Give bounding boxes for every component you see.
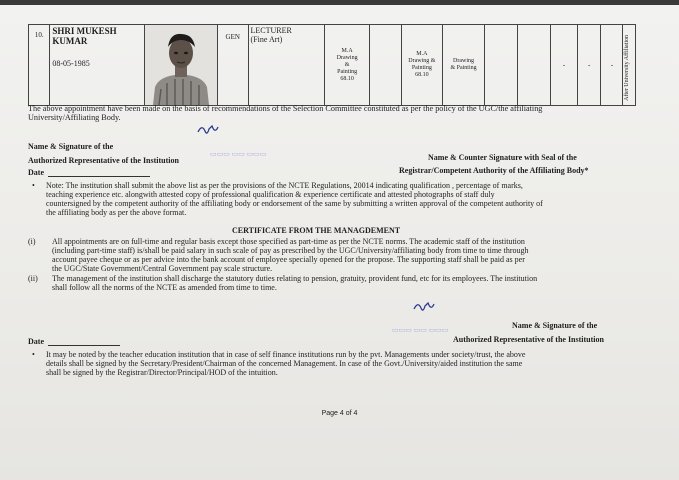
bullet-icon: • <box>32 350 35 359</box>
name-cell <box>50 25 145 106</box>
item-ii-line2: shall follow all the norms of the NCTE as amended from time to time. <box>52 283 277 292</box>
empty-cell <box>370 25 401 106</box>
note-line2: teaching experience etc. alongwith attested copy of professional qualification & experience certificate and attested photographs of staff duly <box>46 190 495 199</box>
mgmt-date-underline <box>48 345 120 346</box>
dash-cell-3: - <box>601 25 623 106</box>
category-cell: GEN <box>217 25 248 106</box>
mgmt-date-label: Date <box>28 337 44 346</box>
appointment-note-line1: The above appointment have been made on the basis of recommendations of the Selection Committee constituted as per the policy of the UGC/the affiliating <box>28 104 543 113</box>
empty-cell <box>484 25 517 106</box>
scan-top-edge <box>0 0 679 5</box>
certificate-heading: CERTIFICATE FROM THE MANAGDEMENT <box>232 226 401 235</box>
closing-line3: shall be signed by the Registrar/Director/Principal/HOD of the intuition. <box>46 368 278 377</box>
q1-line2: Drawing <box>336 54 358 61</box>
q2-line3: Painting <box>411 65 432 71</box>
note-line3: countersigned by the competent authority of the affiliating body or endorsement of the same by submitting a written approval of the competent authority of <box>46 199 543 208</box>
q1-line3: & <box>344 61 350 68</box>
subject-line1: Drawing <box>453 58 475 64</box>
item-i-line3: account payee cheque or as per advice into the bank account of employee specially opened for the propose. The supporting staff shall be paid as per <box>52 255 525 264</box>
item-ii-marker: (ii) <box>28 274 38 283</box>
q2-line2: Drawing & <box>408 58 436 64</box>
date-label: Date <box>28 168 44 177</box>
q2-line1: M.A <box>416 51 428 57</box>
right-signature-line1: Name & Counter Signature with Seal of the <box>428 153 577 162</box>
table-row <box>29 25 636 106</box>
mgmt-signature-line2: Authorized Representative of the Institution <box>453 335 604 344</box>
note-line1: Note: The institution shall submit the above list as per the provisions of the NCTE Regulations, 20014 indicating qualification , percentage of marks, <box>46 181 523 190</box>
note-line4: the affiliating body as per the above format. <box>46 208 187 217</box>
left-signature-line1: Name & Signature of the <box>28 142 114 151</box>
name-line1: SHRI MUKESH <box>52 26 117 36</box>
dash-cell-2: - <box>577 25 601 106</box>
name-line2: KUMAR <box>52 36 88 46</box>
dash-cell-1: - <box>550 25 577 106</box>
management-stamp-faded: ▭▭▭ ▭▭ ▭▭▭ <box>392 326 449 334</box>
bullet-icon: • <box>32 181 35 190</box>
appointment-note-line2: University/Affiliating Body. <box>28 113 121 122</box>
qualification-cell-1 <box>325 25 370 106</box>
post-line1: LECTURER <box>250 26 292 35</box>
item-i-line2: (including part-time staff) is/shall be paid salary in such scale of pay as prescribed by the UGC/University/affiliating body from time to time through <box>52 246 529 255</box>
empty-cell <box>517 25 550 106</box>
qualification-cell-2 <box>401 25 443 106</box>
post-line2: (Fine Art) <box>250 35 283 44</box>
item-ii-line1: The management of the institution shall discharge the statutory duties relating to pension, gratuity, provident fund, etc for its employees. The institution <box>52 274 538 283</box>
q1-line1: M.A <box>341 47 353 54</box>
q1-line5: 68.10 <box>340 75 354 82</box>
item-i-marker: (i) <box>28 237 36 246</box>
staff-table <box>28 24 636 106</box>
q1-line4: Painting <box>337 68 358 75</box>
signature-initials-1 <box>196 122 222 138</box>
q2-line4: 68.10 <box>415 72 429 78</box>
signature-initials-2 <box>412 300 438 314</box>
staff-photo <box>145 25 217 105</box>
dob: 08-05-1985 <box>52 59 90 68</box>
subject-line2: & Painting <box>450 65 477 71</box>
institution-stamp-faded: ▭▭▭ ▭▭ ▭▭▭ <box>210 150 267 158</box>
post-cell <box>248 25 325 106</box>
photo-cell <box>144 25 217 106</box>
serial-cell: 10. <box>29 25 50 106</box>
page-number: Page 4 of 4 <box>321 410 358 417</box>
date-underline <box>48 176 150 177</box>
right-signature-line2: Registrar/Competent Authority of the Affiliating Body* <box>399 166 589 175</box>
closing-line2: details shall be signed by the Secretary/President/Chairman of the concerned Management. In case of the Govt./University/aided institution the same <box>46 359 523 368</box>
affiliation-cell <box>623 25 636 106</box>
affiliation-text: After University Affiliation <box>624 35 631 101</box>
mgmt-signature-line1: Name & Signature of the <box>512 321 598 330</box>
subject-cell <box>443 25 485 106</box>
left-signature-line2: Authorized Representative of the Institution <box>28 156 179 165</box>
item-i-line1: All appointments are on full-time and regular basis except those specified as part-time as per the NCTE norms. The academic staff of the institution <box>52 237 525 246</box>
item-i-line4: the UGC/State Government/Central Government pay scale structure. <box>52 264 273 273</box>
closing-line1: It may be noted by the teacher education institution that in case of self finance institutions run by the pvt. Managements under society/trust, the above <box>46 350 526 359</box>
